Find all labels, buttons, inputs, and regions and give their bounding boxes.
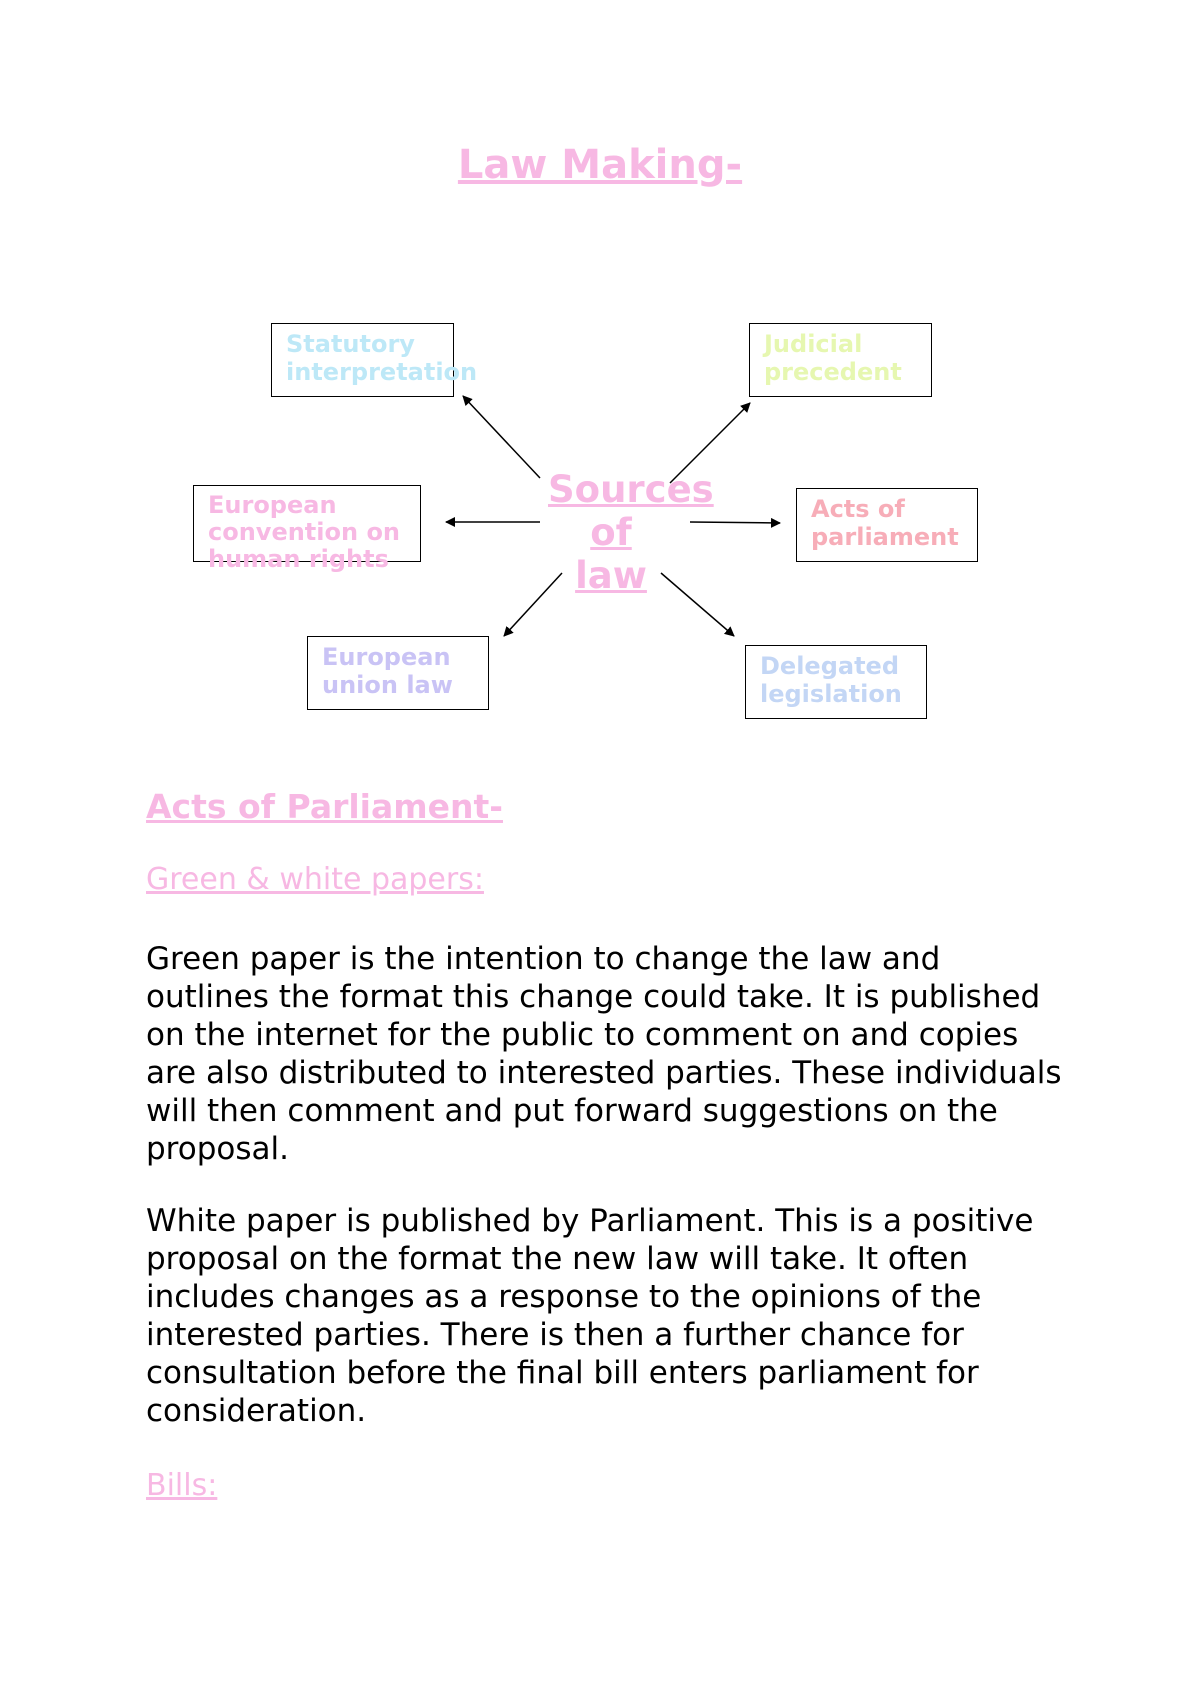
node-european-convention: European convention on human rights [193, 485, 421, 562]
diagram-center-label: Sources of law [548, 468, 714, 597]
subheading-green-white-papers: Green & white papers: [146, 862, 484, 897]
arrow-to-statutory [463, 396, 540, 478]
section-heading-acts: Acts of Parliament- [146, 787, 503, 826]
node-european-union-law: European union law [307, 636, 489, 710]
node-delegated-legislation: Delegated legislation [745, 645, 927, 719]
node-acts-of-parliament: Acts of parliament [796, 488, 978, 562]
arrow-to-eu-law [504, 573, 562, 636]
paragraph-white-paper: White paper is published by Parliament. This is a positive proposal on the format the new law will take. It often includes changes as a response to the opinions of the interested parties. There is then a further chance for consultation before the final bill enters parliament for consideration. [146, 1203, 1034, 1429]
node-statutory-interpretation: Statutory interpretation [271, 323, 454, 397]
subheading-bills: Bills: [146, 1468, 218, 1503]
page-title: Law Making- [457, 142, 743, 188]
paragraph-green-paper: Green paper is the intention to change the law and outlines the format this change could take. It is published on the internet for the public to comment on and copies are also distributed to interested parties. These individuals will then comment and put forward suggestions on the proposal. [146, 941, 1062, 1167]
arrow-to-delegated [661, 573, 734, 636]
node-judicial-precedent: Judicial precedent [749, 323, 932, 397]
arrow-to-acts [690, 522, 780, 523]
